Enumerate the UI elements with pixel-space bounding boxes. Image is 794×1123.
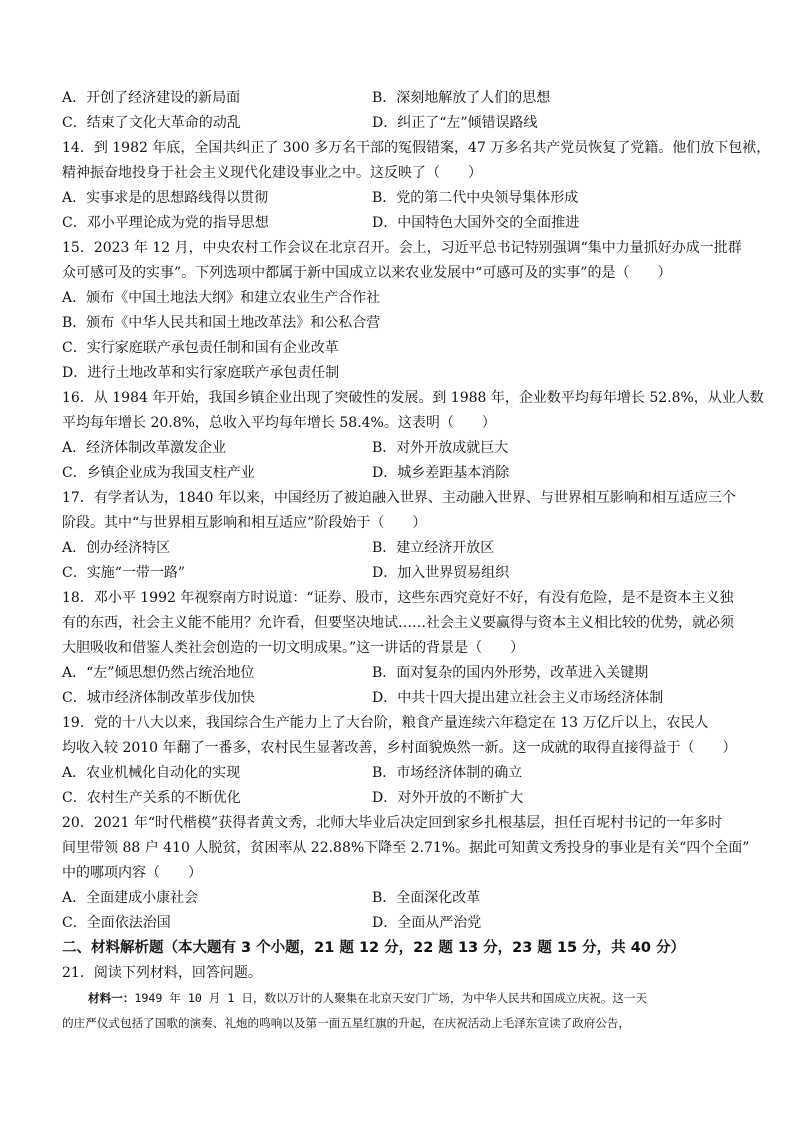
q18-stem-line-3: 大胆吸收和借鉴人类社会创造的一切文明成果。”这一讲话的背景是（ ） <box>62 640 525 656</box>
q17-options-row-2 <box>62 561 738 586</box>
q20-option-c[interactable]: C．全面依法治国 <box>62 915 171 931</box>
q19-stem-line-2: 均收入较 2010 年翻了一番多，农村民生显著改善，乡村面貌焕然一新。这一成就的取得直接得益于（ ） <box>62 740 737 756</box>
q16-stem-line-2: 平均每年增长 20.8%，总收入平均每年增长 58.4%。这表明（ ） <box>62 415 496 431</box>
q13-options-row-1 <box>62 86 738 111</box>
q18-stem-line-2: 有的东西，社会主义能不能用？允许看，但要坚决地试……社会主义要赢得与资本主义相比较的优势，就必须 <box>62 615 734 631</box>
q15-stem-line-2: 众可感可及的实事”。下列选项中都属于新中国成立以来农业发展中“可感可及的实事”的是（ ） <box>62 265 672 281</box>
q19-options-row-1 <box>62 761 738 786</box>
q20-options-row-1 <box>62 886 738 911</box>
q15-option-b[interactable]: B．颁布《中华人民共和国土地改革法》和公私合营 <box>62 315 381 331</box>
q16-option-a[interactable]: A．经济体制改革激发企业 <box>62 440 227 456</box>
material-1-line-2: 的庄严仪式包括了国歌的演奏、礼炮的鸣响以及第一面五星红旗的升起，在庆祝活动上毛泽东宣读了政府公告， <box>62 1016 631 1030</box>
q14-option-c[interactable]: C．邓小平理论成为党的指导思想 <box>62 215 269 231</box>
material-1-label: 材料一： <box>88 991 135 1005</box>
q20-stem-line-1: 20．2021 年“时代楷模”获得者黄文秀，北师大毕业后决定回到家乡扎根基层，担任百坭村书记的一年多时 <box>62 815 723 831</box>
q20-stem-line-2: 间里带领 88 户 410 人脱贫，贫困率从 22.88%下降至 2.71%。据此可知黄文秀投身的事业是有关“四个全面” <box>62 840 750 856</box>
q13-option-c[interactable]: C．结束了文化大革命的动乱 <box>62 115 241 131</box>
q14-stem-line-2: 精神振奋地投身于社会主义现代化建设事业之中。这反映了（ ） <box>62 165 482 181</box>
q14-option-b[interactable]: B．党的第二代中央领导集体形成 <box>372 190 579 206</box>
q14-options-row-2 <box>62 211 738 236</box>
q16-option-d[interactable]: D．城乡差距基本消除 <box>372 465 510 481</box>
q17-stem-line-1: 17．有学者认为，1840 年以来，中国经历了被迫融入世界、主动融入世界、与世界相互影响和相互适应三个 <box>62 490 736 506</box>
q19-option-c[interactable]: C．农村生产关系的不断优化 <box>62 790 241 806</box>
q17-option-c[interactable]: C．实施“一带一路” <box>62 565 186 581</box>
q14-options-row-1 <box>62 186 738 211</box>
q20-option-d[interactable]: D．全面从严治党 <box>372 915 482 931</box>
q16-stem-line-1: 16．从 1984 年开始，我国乡镇企业出现了突破性的发展。到 1988 年，企业数平均每年增长 52.8%，从业人数 <box>62 390 764 406</box>
q18-option-b[interactable]: B．面对复杂的国内外形势，改革进入关键期 <box>372 665 649 681</box>
q18-options-row-1 <box>62 661 738 686</box>
q18-options-row-2 <box>62 686 738 711</box>
q19-option-b[interactable]: B．市场经济体制的确立 <box>372 765 523 781</box>
q13-options-row-2 <box>62 111 738 136</box>
exam-page <box>62 86 771 1036</box>
q13-option-b[interactable]: B．深刻地解放了人们的思想 <box>372 90 551 106</box>
q18-option-c[interactable]: C．城市经济体制改革步伐加快 <box>62 690 255 706</box>
q15-option-d[interactable]: D．进行土地改革和实行家庭联产承包责任制 <box>62 365 340 381</box>
q14-option-a[interactable]: A．实事求是的思想路线得以贯彻 <box>62 190 269 206</box>
q14-stem-line-1: 14．到 1982 年底，全国共纠正了 300 多万名干部的冤假错案，47 万多名共产党员恢复了党籍。他们放下包袱， <box>62 140 771 156</box>
material-1-text-1: 1949 年 10 月 1 日，数以万计的人聚集在北京天安门广场，为中华人民共和国成立庆祝。这一天 <box>134 991 648 1005</box>
q18-option-a[interactable]: A．“左”倾思想仍然占统治地位 <box>62 665 255 681</box>
q21-instruction: 21．阅读下列材料，回答问题。 <box>62 965 262 981</box>
q13-option-d[interactable]: D．纠正了“左”倾错误路线 <box>372 115 538 131</box>
q18-stem-line-1: 18．邓小平 1992 年视察南方时说道：“证券、股市，这些东西究竟好不好，有没有危险，是不是资本主义独 <box>62 590 734 606</box>
q17-options-row-1 <box>62 536 738 561</box>
q19-options-row-2 <box>62 786 738 811</box>
material-1-line-1 <box>62 986 738 1011</box>
q16-options-row-1 <box>62 436 738 461</box>
q17-option-d[interactable]: D．加入世界贸易组织 <box>372 565 510 581</box>
q20-options-row-2 <box>62 911 738 936</box>
q16-options-row-2 <box>62 461 738 486</box>
q17-stem-line-2: 阶段。其中“与世界相互影响和相互适应”阶段始于（ ） <box>62 515 427 531</box>
q19-stem-line-1: 19．党的十八大以来，我国综合生产能力上了大台阶，粮食产量连续六年稳定在 13 万亿斤以上，农民人 <box>62 715 709 731</box>
q18-option-d[interactable]: D．中共十四大提出建立社会主义市场经济体制 <box>372 690 664 706</box>
q15-stem-line-1: 15．2023 年 12 月，中央农村工作会议在北京召开。会上，习近平总书记特别强调“集中力量抓好办成一批群 <box>62 240 742 256</box>
q20-option-b[interactable]: B．全面深化改革 <box>372 890 481 906</box>
q16-option-c[interactable]: C．乡镇企业成为我国支柱产业 <box>62 465 255 481</box>
q19-option-d[interactable]: D．对外开放的不断扩大 <box>372 790 524 806</box>
q15-option-a[interactable]: A．颁布《中国土地法大纲》和建立农业生产合作社 <box>62 290 381 306</box>
q20-stem-line-3: 中的哪项内容（ ） <box>62 865 202 881</box>
q17-option-a[interactable]: A．创办经济特区 <box>62 540 171 556</box>
q13-option-a[interactable]: A．开创了经济建设的新局面 <box>62 90 241 106</box>
q20-option-a[interactable]: A．全面建成小康社会 <box>62 890 199 906</box>
q16-option-b[interactable]: B．对外开放成就巨大 <box>372 440 509 456</box>
q17-option-b[interactable]: B．建立经济开放区 <box>372 540 495 556</box>
section-2-heading: 二、材料解析题（本大题有 3 个小题，21 题 12 分，22 题 13 分，23 题 15 分，共 40 分） <box>62 940 685 956</box>
q15-option-c[interactable]: C．实行家庭联产承包责任制和国有企业改革 <box>62 340 339 356</box>
q19-option-a[interactable]: A．农业机械化自动化的实现 <box>62 765 241 781</box>
q14-option-d[interactable]: D．中国特色大国外交的全面推进 <box>372 215 580 231</box>
